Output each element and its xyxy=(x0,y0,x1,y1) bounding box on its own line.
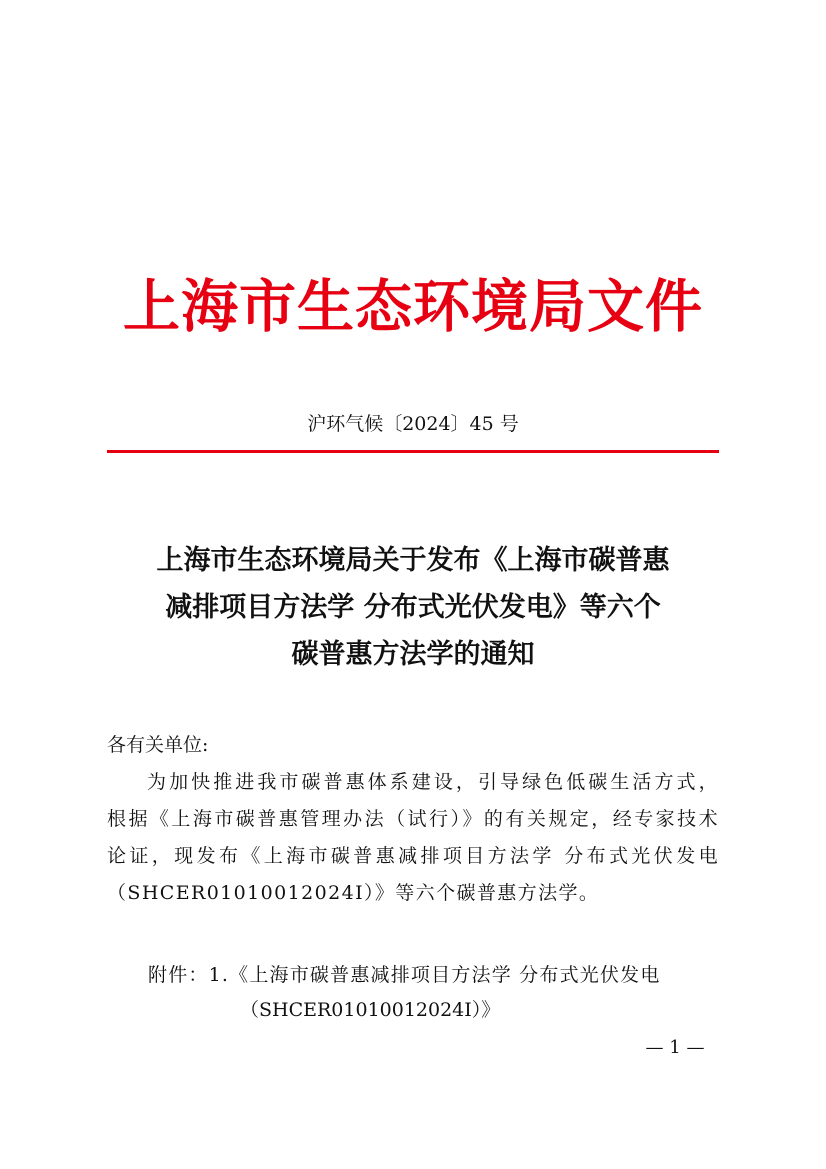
paragraph-line: （SHCER01010012024I）》等六个碳普惠方法学。 xyxy=(107,882,600,904)
notice-title-line: 减排项目方法学 分布式光伏发电》等六个 xyxy=(165,592,661,623)
salutation: 各有关单位: xyxy=(107,734,209,756)
agency-title: 上海市生态环境局文件 xyxy=(123,273,703,340)
notice-title-line: 碳普惠方法学的通知 xyxy=(291,639,535,670)
page-number: — 1 — xyxy=(645,1037,705,1058)
attachment-list xyxy=(148,958,719,1028)
notice-title-line: 上海市生态环境局关于发布《上海市碳普惠 xyxy=(156,545,670,576)
notice-body xyxy=(107,727,719,912)
paragraph-line: 论证，现发布《上海市碳普惠减排项目方法学 分布式光伏发电 xyxy=(107,845,719,867)
document-number: 沪环气候〔2024〕45 号 xyxy=(307,413,519,435)
notice-title xyxy=(60,537,766,678)
paragraph-line: 根据《上海市碳普惠管理办法（试行）》的有关规定，经专家技术 xyxy=(107,808,719,830)
attachment-item: 附件：1.《上海市碳普惠减排项目方法学 分布式光伏发电 xyxy=(148,964,661,986)
attachment-item-continuation: （SHCER01010012024I）》 xyxy=(240,999,501,1021)
paragraph-line: 为加快推进我市碳普惠体系建设，引导绿色低碳生活方式， xyxy=(147,771,719,793)
red-divider-line xyxy=(107,450,719,453)
